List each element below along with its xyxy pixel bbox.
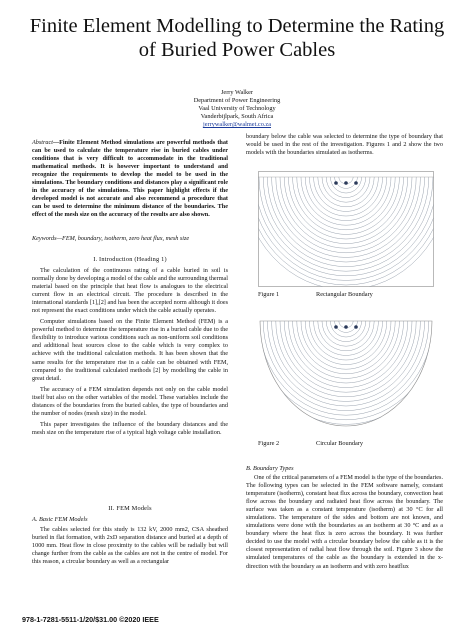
author-dept: Department of Power Engineering: [193, 97, 281, 104]
abstract-lead: Abstract: [32, 139, 53, 146]
right-paragraph-0: boundary below the cable was selected to determine the type of boundary that would be used in the rest of the investigation. Figures 1 and 2 show the two models with the boundaries simulated as isotherms.: [246, 133, 443, 157]
abstract: [32, 139, 228, 219]
figure-2-label: Figure 2: [258, 440, 280, 447]
author-name: Jerry Walker: [220, 89, 254, 96]
keywords: [32, 235, 228, 243]
section-1-body: [32, 267, 228, 437]
author-block: [150, 89, 324, 129]
figure-1-rectangular-boundary: [258, 171, 434, 287]
section-1-paragraph-1: The calculation of the continuous rating of a cable buried in soil is normally done by developing a model of the cable and the surrounding thermal material based on the principle that heat flow is analogues to the electrical current flow in an electrical circuit. The procedure is described in the international standards [1],[2] and has been the accepted norm although it does not represent the exact conditions under which the cable actually operates.: [32, 267, 228, 315]
section-2a-paragraph-1: The cables selected for this study is 132 kV, 2000 mm2, CSA sheathed buried in flat formation, with 2xD separation distance and buried at a depth of 1000 mm. Heat flow in close proximity to the cables will be radially but will change further from the cable as the cables are not in the centre of model. For this reason, a circular boundary as well as a rectangular: [32, 526, 228, 566]
abstract-text: —Finite Element Method simulations are powerful methods that can be used to calculate the temperature rise in buried cables under conditions that is very difficult to accommodate in the traditional mathematical methods. It is however important to understand and recognize the requirements to develop the model to be used in the simulations. The boundary conditions and distances play a significant role in the accuracy of the simulations. This paper highlight effects if the developed model is not accurate and also recommend a procedure that can be used to determine the minimum distance of the boundaries. The effect of the mesh size on the accuracy of the results are also shown.: [32, 139, 228, 219]
section-2a-body: [32, 526, 228, 566]
title-line-2: of Buried Power Cables: [138, 39, 336, 61]
section-1-paragraph-3: The accuracy of a FEM simulation depends not only on the cable model itself but also on the other variables of the model. These variables include the distances of the boundaries from the buried cables, the type of boundaries and the number of nodes (mesh size) in the model.: [32, 385, 228, 417]
keywords-text: —FEM, boundary, isotherm, zero heat flux, mesh size: [56, 235, 190, 242]
section-2b-body: [246, 474, 443, 571]
section-1-paragraph-4: This paper investigates the influence of the boundary distances and the mesh size on the temperature rise of a typical high voltage cable installation.: [32, 420, 228, 436]
figure-1-label: Figure 1: [258, 291, 280, 298]
author-univ: Vaal University of Technology: [198, 105, 276, 112]
author-city: Vanderbijlpark, South Africa: [200, 113, 274, 120]
paper-title: [20, 14, 454, 62]
figure-2-circular-boundary: [258, 313, 434, 429]
section-1-paragraph-2: Computer simulations based on the Finite Element Method (FEM) is a powerful method to determine the temperature rise in a buried cable due to the flexibility to introduce various conditions such as non-uniform soil conditions and additional heat sources close to the cable which is very complex to achieve with the traditional calculation methods. It has been shown that the same results for the temperature rise in a cable can be obtained with FEM, compared to the traditional calculated methods [2] by modelling the cable in great detail.: [32, 318, 228, 382]
footer-copyright: 978-1-7281-5511-1/20/$31.00 ©2020 IEEE: [22, 615, 159, 624]
keywords-lead: Keywords: [32, 235, 57, 242]
title-line-1: Finite Element Modelling to Determine the Rating: [29, 15, 445, 37]
figure-1-caption: Rectangular Boundary: [316, 291, 373, 298]
right-intro: [246, 133, 443, 157]
fig1-boundary: [259, 172, 434, 287]
author-email-link[interactable]: jerrywalker@walmet.co.za: [202, 121, 272, 128]
figure-2-caption: Circular Boundary: [316, 440, 364, 447]
section-2a-subheading: A. Basic FEM Models: [32, 516, 88, 523]
section-1-heading: I. Introduction (Heading 1): [93, 256, 167, 263]
section-2-heading: II. FEM Models: [108, 505, 152, 512]
section-2b-paragraph-1: One of the critical parameters of a FEM model is the type of the boundaries. The following types can be selected in the FEM software namely, constant temperature (isotherm), constant heat flux across the boundary, convection heat flow across the boundary and radiated heat flow across the boundary. The surface was taken as a constant temperature (isotherm) at 30 °C for all simulations. The temperature of the sides and bottom are not known, and simulations were done with the boundaries as an isotherm at 30 °C and as a boundary where the heat flux is zero across the boundary. It was further decided to use the model with a circular boundary below the cable as it is the closest representation of radial heat flow through the soil. Figure 3 show the simulated temperatures of the cable as the boundary is extended in the x-direction with the boundary as an isotherm and with zero heatflux: [246, 474, 443, 570]
section-2b-subheading: B. Boundary Types: [246, 465, 294, 472]
